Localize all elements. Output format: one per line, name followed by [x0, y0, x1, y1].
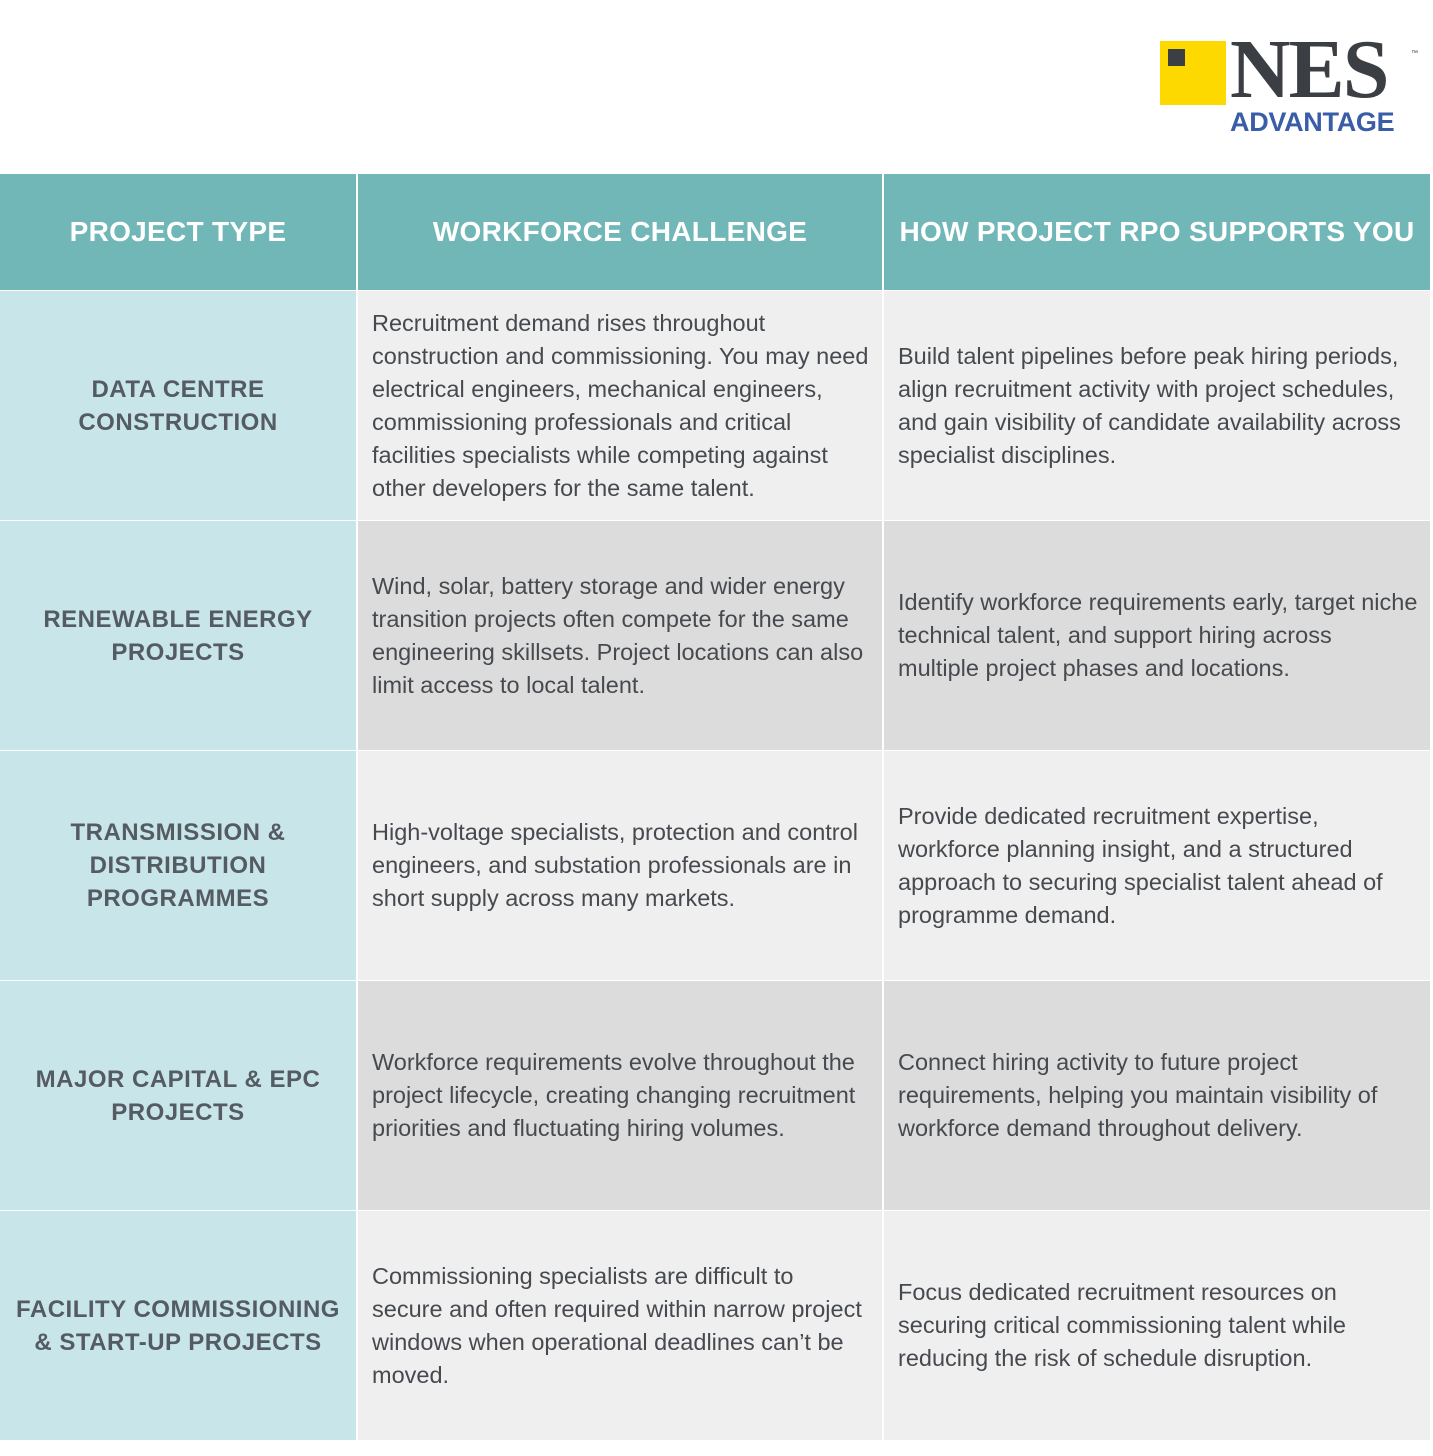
table-row: [0, 980, 1430, 1210]
project-type-line: & START-UP PROJECTS: [34, 1328, 322, 1356]
support-text: Connect hiring activity to future project requirements, helping you maintain visibility of workforce demand throughout delivery.: [898, 1049, 1378, 1141]
logo-subtitle: ADVANTAGE: [1230, 107, 1395, 137]
header-project-type: PROJECT TYPE: [0, 174, 358, 290]
logo-dark-square: [1168, 49, 1185, 66]
table-row: [0, 1210, 1430, 1440]
project-type-line: MAJOR CAPITAL & EPC: [35, 1065, 321, 1093]
challenge-cell: [358, 291, 884, 520]
logo-trademark: ™: [1411, 50, 1418, 57]
table-row: [0, 520, 1430, 750]
project-type-cell: [0, 981, 358, 1210]
challenge-text: Wind, solar, battery storage and wider energy transition projects often compete for the same engineering skillsets. Project locations can also limit access to local talent.: [372, 572, 864, 698]
project-type-line: RENEWABLE ENERGY: [43, 605, 313, 633]
logo-yellow-square: [1160, 41, 1226, 105]
challenge-text: High-voltage specialists, protection and control engineers, and substation professionals are in short supply across many markets.: [372, 819, 858, 911]
support-text: Identify workforce requirements early, target niche technical talent, and support hiring across multiple project phases and locations.: [898, 589, 1418, 681]
table-row: [0, 290, 1430, 520]
header-workforce-challenge: WORKFORCE CHALLENGE: [358, 174, 884, 290]
support-cell: [884, 291, 1430, 520]
challenge-cell: [358, 981, 884, 1210]
project-type-line: PROJECTS: [111, 1098, 245, 1126]
challenge-text: Commissioning specialists are difficult to secure and often required within narrow project windows when operational deadlines can’t be moved.: [372, 1262, 862, 1388]
challenge-cell: [358, 1211, 884, 1440]
table-row: [0, 750, 1430, 980]
support-cell: [884, 521, 1430, 750]
support-cell: [884, 1211, 1430, 1440]
support-text: Build talent pipelines before peak hiring periods, align recruitment activity with project schedules, and gain visibility of candidate availability across specialist disciplines.: [898, 342, 1401, 468]
project-type-line: FACILITY COMMISSIONING: [16, 1295, 340, 1323]
project-type-line: TRANSMISSION &: [70, 819, 286, 846]
header-rpo-support: HOW PROJECT RPO SUPPORTS YOU: [899, 216, 1415, 247]
project-type-cell: [0, 521, 358, 750]
challenge-cell: [358, 521, 884, 750]
support-cell: [884, 751, 1430, 980]
challenge-text: Workforce requirements evolve throughout the project lifecycle, creating changing recruitment priorities and fluctuating hiring volumes.: [372, 1049, 856, 1141]
nes-advantage-logo: [1158, 23, 1428, 138]
project-type-cell: [0, 1211, 358, 1440]
table-header-row: [0, 174, 1430, 290]
project-type-line: DATA CENTRE: [91, 375, 265, 403]
project-type-line: PROGRAMMES: [86, 885, 270, 912]
support-cell: [884, 981, 1430, 1210]
project-type-line: DISTRIBUTION: [89, 852, 267, 879]
challenge-text: Recruitment demand rises throughout construction and commissioning. You may need electrical engineers, mechanical engineers, commissioning professionals and critical facilities specialists while competing against other developers for the same talent.: [372, 309, 869, 501]
rpo-support-table: [0, 174, 1430, 1444]
logo-wordmark: NES: [1230, 23, 1388, 116]
project-type-line: PROJECTS: [111, 638, 245, 666]
project-type-cell: [0, 291, 358, 520]
support-text: Provide dedicated recruitment expertise, workforce planning insight, and a structured approach to securing specialist talent ahead of programme demand.: [898, 802, 1383, 928]
challenge-cell: [358, 751, 884, 980]
support-text: Focus dedicated recruitment resources on securing critical commissioning talent while reducing the risk of schedule disruption.: [898, 1279, 1346, 1371]
project-type-line: CONSTRUCTION: [78, 408, 278, 436]
project-type-cell: [0, 751, 358, 980]
